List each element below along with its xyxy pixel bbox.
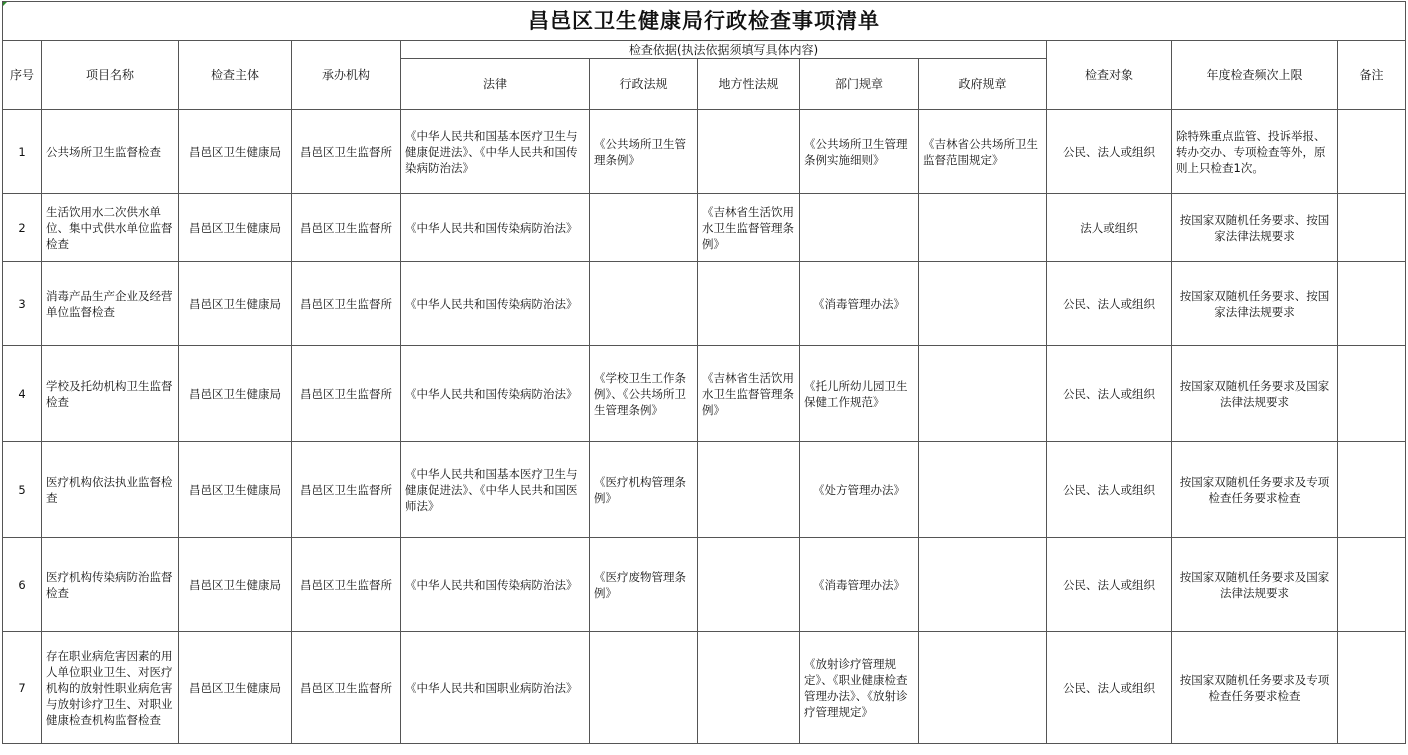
cell-government-rule (919, 538, 1047, 632)
cell-remark (1338, 632, 1406, 744)
cell-admin-regulation (590, 262, 698, 346)
cell-subject: 昌邑区卫生健康局 (179, 538, 292, 632)
cell-target: 公民、法人或组织 (1047, 346, 1172, 442)
cell-government-rule (919, 632, 1047, 744)
cell-remark (1338, 538, 1406, 632)
cell-department-rule: 《消毒管理办法》 (800, 262, 919, 346)
cell-local-regulation (698, 262, 800, 346)
cell-seq: 5 (3, 442, 42, 538)
cell-local-regulation (698, 538, 800, 632)
cell-item: 公共场所卫生监督检查 (42, 110, 179, 194)
cell-target: 公民、法人或组织 (1047, 110, 1172, 194)
cell-remark (1338, 346, 1406, 442)
cell-frequency: 按国家双随机任务要求及专项检查任务要求检查 (1172, 442, 1338, 538)
cell-remark (1338, 194, 1406, 262)
header-frequency: 年度检查频次上限 (1172, 41, 1338, 110)
cell-frequency: 按国家双随机任务要求及国家法律法规要求 (1172, 538, 1338, 632)
cell-department-rule: 《公共场所卫生管理条例实施细则》 (800, 110, 919, 194)
header-target: 检查对象 (1047, 41, 1172, 110)
cell-admin-regulation: 《公共场所卫生管理条例》 (590, 110, 698, 194)
cell-subject: 昌邑区卫生健康局 (179, 194, 292, 262)
cell-admin-regulation: 《学校卫生工作条例》、《公共场所卫生管理条例》 (590, 346, 698, 442)
cell-target: 公民、法人或组织 (1047, 262, 1172, 346)
cell-seq: 7 (3, 632, 42, 744)
cell-organizer: 昌邑区卫生监督所 (292, 632, 401, 744)
cell-government-rule (919, 442, 1047, 538)
cell-law: 《中华人民共和国传染病防治法》 (401, 346, 590, 442)
cell-subject: 昌邑区卫生健康局 (179, 632, 292, 744)
cell-local-regulation: 《吉林省生活饮用水卫生监督管理条例》 (698, 194, 800, 262)
cell-remark (1338, 110, 1406, 194)
cell-item: 医疗机构传染病防治监督检查 (42, 538, 179, 632)
cell-admin-regulation (590, 632, 698, 744)
table-row (3, 632, 1406, 744)
header-subject: 检查主体 (179, 41, 292, 110)
cell-seq: 2 (3, 194, 42, 262)
header-organizer: 承办机构 (292, 41, 401, 110)
cell-law: 《中华人民共和国基本医疗卫生与健康促进法》、《中华人民共和国传染病防治法》 (401, 110, 590, 194)
cell-local-regulation: 《吉林省生活饮用水卫生监督管理条例》 (698, 346, 800, 442)
cell-target: 公民、法人或组织 (1047, 632, 1172, 744)
cell-organizer: 昌邑区卫生监督所 (292, 346, 401, 442)
cell-target: 公民、法人或组织 (1047, 442, 1172, 538)
cell-law: 《中华人民共和国传染病防治法》 (401, 538, 590, 632)
table-row (3, 538, 1406, 632)
cell-frequency: 除特殊重点监管、投诉举报、转办交办、专项检查等外，原则上只检查1次。 (1172, 110, 1338, 194)
cell-subject: 昌邑区卫生健康局 (179, 346, 292, 442)
table-row (3, 442, 1406, 538)
cell-remark (1338, 442, 1406, 538)
header-seq: 序号 (3, 41, 42, 110)
cell-item: 医疗机构依法执业监督检查 (42, 442, 179, 538)
header-law: 法律 (401, 59, 590, 110)
header-item: 项目名称 (42, 41, 179, 110)
inspection-items-table (2, 1, 1406, 744)
cell-law: 《中华人民共和国传染病防治法》 (401, 262, 590, 346)
cell-local-regulation (698, 442, 800, 538)
cell-government-rule (919, 346, 1047, 442)
cell-target: 公民、法人或组织 (1047, 538, 1172, 632)
cell-government-rule: 《吉林省公共场所卫生监督范围规定》 (919, 110, 1047, 194)
header-remark: 备注 (1338, 41, 1406, 110)
cell-department-rule: 《消毒管理办法》 (800, 538, 919, 632)
cell-target: 法人或组织 (1047, 194, 1172, 262)
cell-department-rule: 《处方管理办法》 (800, 442, 919, 538)
cell-admin-regulation: 《医疗机构管理条例》 (590, 442, 698, 538)
header-department-rule: 部门规章 (800, 59, 919, 110)
cell-department-rule: 《放射诊疗管理规定》、《职业健康检查管理办法》、《放射诊疗管理规定》 (800, 632, 919, 744)
cell-frequency: 按国家双随机任务要求及专项检查任务要求检查 (1172, 632, 1338, 744)
cell-seq: 3 (3, 262, 42, 346)
cell-frequency: 按国家双随机任务要求、按国家法律法规要求 (1172, 194, 1338, 262)
cell-law: 《中华人民共和国基本医疗卫生与健康促进法》、《中华人民共和国医师法》 (401, 442, 590, 538)
cell-admin-regulation (590, 194, 698, 262)
cell-organizer: 昌邑区卫生监督所 (292, 538, 401, 632)
cell-law: 《中华人民共和国传染病防治法》 (401, 194, 590, 262)
cell-item: 消毒产品生产企业及经营单位监督检查 (42, 262, 179, 346)
table-row (3, 194, 1406, 262)
header-local-regulation: 地方性法规 (698, 59, 800, 110)
cell-organizer: 昌邑区卫生监督所 (292, 194, 401, 262)
cell-admin-regulation: 《医疗废物管理条例》 (590, 538, 698, 632)
cell-item: 生活饮用水二次供水单位、集中式供水单位监督检查 (42, 194, 179, 262)
table-row (3, 262, 1406, 346)
cell-item: 学校及托幼机构卫生监督检查 (42, 346, 179, 442)
table-row (3, 110, 1406, 194)
table-row (3, 346, 1406, 442)
cell-organizer: 昌邑区卫生监督所 (292, 442, 401, 538)
cell-subject: 昌邑区卫生健康局 (179, 262, 292, 346)
header-basis: 检查依据(执法依据须填写具体内容) (401, 41, 1047, 59)
header-government-rule: 政府规章 (919, 59, 1047, 110)
cell-frequency: 按国家双随机任务要求、按国家法律法规要求 (1172, 262, 1338, 346)
cell-government-rule (919, 194, 1047, 262)
cell-seq: 6 (3, 538, 42, 632)
cell-government-rule (919, 262, 1047, 346)
inspection-table-sheet (2, 1, 1406, 744)
cell-subject: 昌邑区卫生健康局 (179, 110, 292, 194)
cell-seq: 1 (3, 110, 42, 194)
cell-item: 存在职业病危害因素的用人单位职业卫生、对医疗机构的放射性职业病危害与放射诊疗卫生、对职业健康检查机构监督检查 (42, 632, 179, 744)
cell-local-regulation (698, 632, 800, 744)
cell-department-rule (800, 194, 919, 262)
cell-organizer: 昌邑区卫生监督所 (292, 110, 401, 194)
cell-local-regulation (698, 110, 800, 194)
cell-frequency: 按国家双随机任务要求及国家法律法规要求 (1172, 346, 1338, 442)
cell-organizer: 昌邑区卫生监督所 (292, 262, 401, 346)
cell-subject: 昌邑区卫生健康局 (179, 442, 292, 538)
cell-seq: 4 (3, 346, 42, 442)
cell-law: 《中华人民共和国职业病防治法》 (401, 632, 590, 744)
header-admin-regulation: 行政法规 (590, 59, 698, 110)
cell-remark (1338, 262, 1406, 346)
page-title: 昌邑区卫生健康局行政检查事项清单 (3, 2, 1406, 41)
cell-department-rule: 《托儿所幼儿园卫生保健工作规范》 (800, 346, 919, 442)
